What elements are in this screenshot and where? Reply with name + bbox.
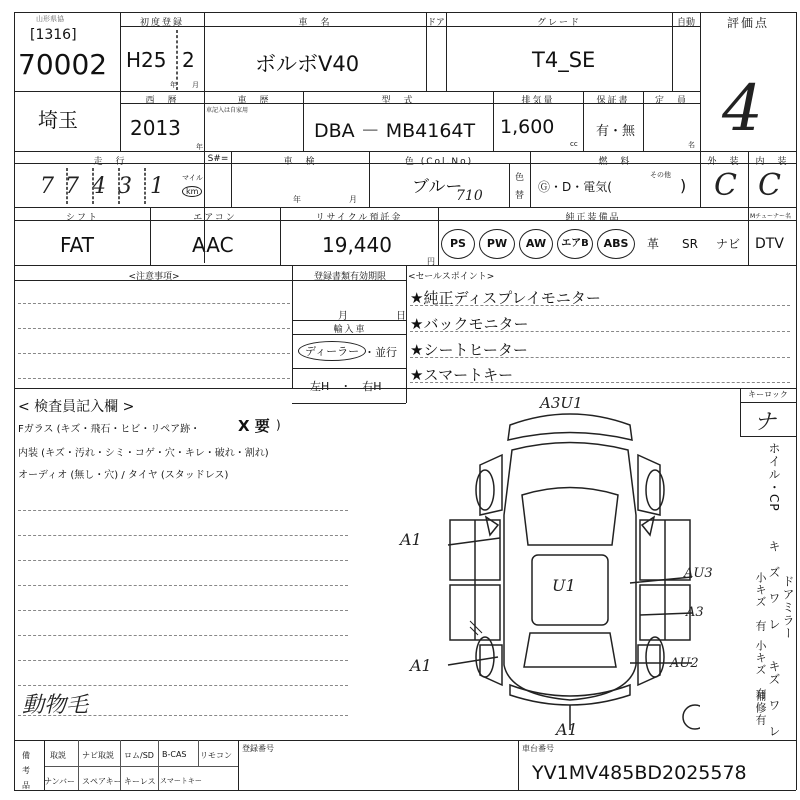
grid-line bbox=[14, 151, 796, 152]
grid-line bbox=[144, 168, 146, 204]
color: ブルー bbox=[412, 177, 463, 197]
grid-line bbox=[120, 26, 700, 27]
mileage-digit-2: 7 bbox=[65, 174, 79, 199]
grid-line bbox=[406, 265, 407, 403]
caution-label: <注意事項> bbox=[128, 272, 180, 282]
damage-mark-left-front: A1 bbox=[400, 530, 422, 549]
grid-line bbox=[78, 740, 79, 790]
inspector-line bbox=[18, 510, 348, 511]
eq-sunroof: SR bbox=[682, 237, 698, 251]
eq-pw: PW bbox=[479, 229, 515, 259]
equipment-label: 純正装備品 bbox=[565, 213, 621, 223]
grid-line bbox=[643, 91, 644, 151]
fuel-options: Ⓖ・D・電気( bbox=[538, 180, 612, 194]
grid-line bbox=[292, 320, 406, 321]
item-remote: リモコン bbox=[200, 751, 232, 760]
item-smart-key: スマートキー bbox=[160, 777, 202, 785]
grid-line bbox=[292, 368, 406, 369]
grid-line bbox=[14, 265, 796, 266]
eq-ps: PS bbox=[441, 229, 475, 259]
f-glass-x: X 要 bbox=[238, 417, 270, 435]
inspector-line bbox=[18, 560, 348, 561]
grid-line bbox=[204, 12, 205, 263]
eq-navi: ナビ bbox=[715, 237, 740, 251]
grid-line bbox=[92, 168, 94, 204]
sales-line bbox=[410, 357, 790, 358]
inspection-year-unit: 年 bbox=[293, 195, 301, 204]
grid-line bbox=[583, 91, 584, 151]
grid-line bbox=[493, 91, 494, 151]
item-spare-key: スペアキー bbox=[82, 777, 122, 786]
grade: T4_SE bbox=[532, 48, 596, 72]
sharyo-label: S#= bbox=[207, 154, 229, 164]
reg-number-label: 登録番号 bbox=[242, 744, 274, 753]
interior-score: C bbox=[758, 168, 781, 203]
damage-mark-rear: A1 bbox=[556, 720, 578, 739]
caution-line bbox=[18, 303, 290, 304]
grid-line bbox=[120, 740, 121, 790]
damage-mark-right-rear: AU2 bbox=[670, 656, 699, 671]
recycle-label: リサイクル預託金 bbox=[315, 213, 403, 223]
seireki: 2013 bbox=[130, 116, 181, 140]
grid-line bbox=[292, 265, 293, 388]
grid-line bbox=[150, 207, 151, 265]
sales-point-4: ★スマートキー bbox=[410, 366, 514, 384]
grid-line bbox=[14, 790, 796, 791]
handle-side: 左H ・ 右H bbox=[310, 380, 382, 393]
grid-line bbox=[176, 30, 178, 90]
displacement: 1,600 bbox=[500, 116, 555, 138]
grid-line bbox=[292, 403, 406, 404]
reg-month: 月 bbox=[338, 311, 348, 322]
grid-line bbox=[740, 436, 796, 437]
grid-line bbox=[14, 163, 796, 164]
reg-day: 日 bbox=[396, 311, 406, 322]
mileage-digit-4: 3 bbox=[118, 174, 132, 199]
grid-line bbox=[120, 103, 700, 104]
year-unit: 年 bbox=[170, 81, 177, 89]
sales-line bbox=[410, 331, 790, 332]
grid-line bbox=[120, 12, 121, 151]
self-move-label: 自動 bbox=[676, 18, 695, 28]
grid-line bbox=[438, 207, 439, 265]
grid-line bbox=[740, 388, 741, 436]
lot-sublabel: 山形県協 bbox=[36, 15, 64, 23]
color-label: 色 (Col.No) bbox=[404, 157, 474, 167]
color-change-2: 替 bbox=[515, 191, 525, 201]
sales-point-2: ★バックモニター bbox=[410, 315, 529, 333]
legend-wheel: ホイル・CP bbox=[767, 442, 781, 512]
grid-line bbox=[748, 207, 749, 265]
yen-unit: 円 bbox=[427, 257, 435, 266]
region: 埼玉 bbox=[38, 108, 78, 132]
grid-line bbox=[14, 220, 796, 221]
grid-line bbox=[280, 207, 281, 265]
inspector-line bbox=[18, 660, 348, 661]
lot-label: [1316] bbox=[30, 27, 77, 43]
car-name: ボルボV40 bbox=[255, 52, 360, 76]
shift: FAT bbox=[60, 233, 95, 257]
grid-line bbox=[198, 740, 199, 766]
inspector-line bbox=[18, 635, 348, 636]
grid-line bbox=[14, 740, 796, 741]
legend-small-scratch-2: 小キズ 有 bbox=[754, 640, 767, 700]
eq-leather: 革 bbox=[646, 237, 659, 251]
grid-line bbox=[14, 280, 406, 281]
mileage-label: 走 行 bbox=[93, 157, 127, 167]
caution-line bbox=[18, 328, 290, 329]
item-rom-sd: ロム/SD bbox=[124, 751, 154, 760]
recycle: 19,440 bbox=[322, 233, 392, 257]
eq-airbag: エアB bbox=[557, 229, 593, 259]
lot-number: 70002 bbox=[18, 48, 108, 81]
caution-line bbox=[18, 353, 290, 354]
grid-line bbox=[530, 151, 531, 207]
f-glass-close: ) bbox=[276, 418, 281, 432]
score: 4 bbox=[722, 72, 763, 146]
import-label: 輸入車 bbox=[333, 325, 367, 335]
sales-point-3: ★シートヒーター bbox=[410, 341, 528, 359]
audio-line: オーディオ (無し・穴) / タイヤ (スタッドレス) bbox=[18, 470, 229, 481]
legend-scratch-2: キズ ワ レ bbox=[767, 660, 781, 738]
mileage-unit-mile: マイル bbox=[182, 174, 203, 182]
legend-door-mirror: ドアミラー bbox=[781, 575, 795, 640]
interior-label: 内 装 bbox=[755, 157, 789, 167]
fuel-label: 燃 料 bbox=[598, 157, 632, 167]
inspector-line bbox=[18, 585, 348, 586]
aircon: AAC bbox=[192, 233, 234, 257]
f-glass-line: Fガラス (キズ・飛石・ヒビ・リペア跡・ bbox=[18, 424, 201, 435]
shadai-note: 車記入は自家用 bbox=[206, 107, 249, 114]
handwritten-note: 動物毛 bbox=[22, 693, 89, 718]
grid-line bbox=[303, 91, 304, 151]
bikou-label: 備考品 bbox=[22, 751, 30, 790]
damage-mark-left-rear: A1 bbox=[410, 656, 432, 675]
grid-line bbox=[14, 12, 796, 13]
color-code: 710 bbox=[456, 188, 483, 204]
damage-mark-right-1: AU3 bbox=[684, 566, 713, 581]
item-bcas: B-CAS bbox=[162, 750, 187, 759]
grid-line bbox=[238, 740, 239, 790]
shift-label: シフト bbox=[65, 213, 99, 223]
month-unit: 月 bbox=[192, 81, 199, 89]
damage-mark-front: A3U1 bbox=[540, 394, 583, 412]
displacement-label: 排気量 bbox=[521, 96, 555, 106]
reg-docs-label: 登録書類有効期限 bbox=[313, 272, 386, 282]
grid-line bbox=[14, 91, 700, 92]
damage-mark-roof: U1 bbox=[552, 576, 576, 595]
item-navi-manual: ナビ取説 bbox=[82, 751, 114, 760]
grid-line bbox=[66, 168, 68, 204]
model-label: 型 式 bbox=[381, 96, 415, 106]
capacity-label: 定 員 bbox=[654, 96, 688, 106]
grid-line bbox=[158, 740, 159, 790]
damage-mark-right-2: A3 bbox=[686, 605, 704, 620]
grid-line bbox=[796, 12, 797, 790]
door-label: ドア bbox=[427, 18, 445, 28]
first-reg-month: 2 bbox=[182, 48, 195, 72]
legend-scratch: キ ズ ワ レ bbox=[767, 540, 781, 631]
mileage-digit-5: 1 bbox=[150, 174, 164, 199]
cc-unit: cc bbox=[570, 140, 578, 148]
inspector-line bbox=[18, 610, 348, 611]
first-reg-label: 初度登録 bbox=[139, 18, 184, 28]
warranty: 有・無 bbox=[596, 124, 636, 139]
sales-point-1: ★純正ディスプレイモニター bbox=[410, 289, 601, 307]
fuel-close: ) bbox=[680, 176, 687, 195]
grid-line bbox=[426, 12, 427, 91]
sales-line bbox=[410, 382, 790, 383]
first-reg-era: H25 bbox=[126, 48, 167, 72]
person-unit: 名 bbox=[688, 141, 695, 149]
shadai-label: 車 歴 bbox=[237, 96, 271, 106]
aircon-label: エアコン bbox=[193, 213, 237, 223]
grid-line bbox=[44, 766, 238, 767]
grid-line bbox=[672, 12, 673, 91]
grid-line bbox=[509, 163, 510, 207]
inspector-title: < 検査員記入欄 > bbox=[18, 399, 135, 415]
warranty-label: 保証書 bbox=[596, 96, 630, 106]
year-unit-2: 年 bbox=[196, 143, 203, 151]
exterior-score: C bbox=[714, 168, 737, 203]
grid-line bbox=[369, 151, 370, 207]
legend-repair: 補修有 bbox=[754, 690, 767, 726]
tv: DTV bbox=[755, 236, 784, 252]
grid-line bbox=[14, 12, 15, 790]
grid-line bbox=[14, 388, 796, 389]
inspection-label: 車 検 bbox=[283, 157, 317, 167]
tv-label: Mチューナー名 bbox=[750, 213, 791, 220]
seireki-label: 西 暦 bbox=[145, 96, 179, 106]
color-change-1: 色 bbox=[515, 173, 525, 183]
grid-line bbox=[231, 151, 232, 207]
parallel: ・並行 bbox=[364, 346, 397, 359]
grid-line bbox=[518, 740, 519, 790]
sales-label: <セールスポイント> bbox=[408, 272, 495, 282]
model: DBA － MB4164T bbox=[314, 120, 476, 142]
chassis-label: 車台番号 bbox=[522, 744, 554, 753]
dealer: ディーラー bbox=[298, 341, 366, 361]
grid-line bbox=[14, 207, 796, 208]
grid-line bbox=[118, 168, 120, 204]
score-label: 評価点 bbox=[726, 16, 769, 30]
chassis-number: YV1MV485BD2025578 bbox=[532, 762, 747, 784]
inspector-line bbox=[18, 685, 348, 686]
grid-line bbox=[700, 12, 701, 207]
grid-line bbox=[740, 402, 796, 403]
exterior-label: 外 装 bbox=[707, 157, 741, 167]
mileage-unit-km: km bbox=[182, 186, 202, 197]
item-number-plate: ナンバー bbox=[44, 777, 76, 786]
caution-line bbox=[18, 378, 290, 379]
grid-line bbox=[748, 151, 749, 207]
grid-line bbox=[292, 334, 406, 335]
sales-line bbox=[410, 305, 790, 306]
eq-aw: AW bbox=[519, 229, 553, 259]
mileage-digit-1: 7 bbox=[40, 174, 54, 199]
car-damage-diagram bbox=[440, 395, 700, 740]
legend-small-scratch: 小キズ 有 bbox=[754, 572, 767, 632]
inspection-month-unit: 月 bbox=[349, 195, 357, 204]
inspector-line bbox=[18, 535, 348, 536]
keylock-label: キーロック bbox=[748, 390, 788, 399]
eq-abs: ABS bbox=[597, 229, 635, 259]
grade-label: グレード bbox=[536, 18, 581, 28]
grid-line bbox=[446, 12, 447, 91]
interior-line: 内装 (キズ・汚れ・シミ・コゲ・穴・キレ・破れ・割れ) bbox=[18, 448, 269, 459]
grid-line bbox=[44, 740, 45, 790]
fuel-other: その他 bbox=[650, 171, 671, 179]
keylock-value: ナ bbox=[754, 410, 777, 435]
mileage-digit-3: 4 bbox=[92, 174, 106, 199]
car-name-label: 車 名 bbox=[298, 18, 332, 28]
item-keyless: キーレス bbox=[124, 777, 156, 786]
item-manual: 取説 bbox=[50, 751, 66, 760]
